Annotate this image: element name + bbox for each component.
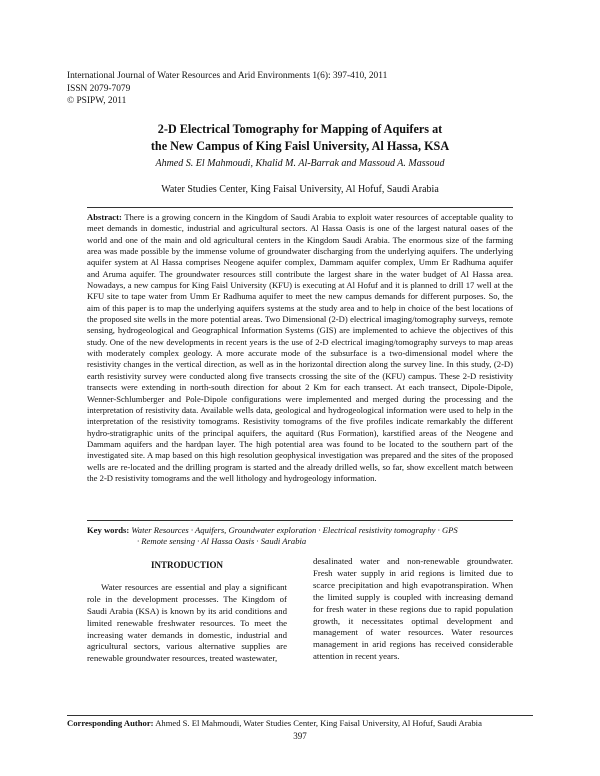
issn: ISSN 2079-7079	[67, 83, 131, 94]
abstract-text: There is a growing concern in the Kingdom of Saudi Arabia to exploit water resources of acceptable quality to meet demands in domestic, industrial and agricultural sectors. Al Hassa Oasis is one of the largest natural oases of the world and one of the main and old agricultural centers in the Kingdom Saudi Arabia. The enormous size of the farming area was made possible by the immense volume of groundwater discharging from the underlying aquifers. The underlying aquifer system at Al Hassa comprises Neogene aquifer complex, Dammam aquifer complex, Umm Er Radhuma aquifer and Aruma aquifer. The groundwater resources still contribute the largest share in the water budget of Al Hassa area. Nowadays, a new campus for King Faisl University (KFU) is executing at Al Hofuf and it is planned to drill 17 well at the KFU site to tape water from Umm Er Radhuma aquifer to meet the new campus demands for different purposes. So, the aim of this paper is to map the underlying aquifers systems at the study area and to help in choice of the best locations of the proposed site wells in the more potential areas. Two Dimensional (2-D) electrical imaging/tomography surveys, remote sensing, hydrogeological and Geographical Information Systems (GIS) are implemented to achieve the objectives of this study. One of the new developments in recent years is the use of 2-D electrical imaging/tomography surveys to map areas with moderately complex geology. A more accurate mode of the subsurface is a two-dimensional model where the resistivity changes in the vertical direction, as well as in the horizontal direction along the survey line. In this study, (2-D) earth resistivity survey were conducted along five transects crossing the site of the (KFU) campus. These 2-D resistivity transects were extending in north-south direction for about 2 Km for each transect. At each transect, Dipole-Dipole, Wenner-Schlumberger and Pole-Dipole configurations were implemented and merged during the processing and the interpretation of resistivity data. Available wells data, geological and hydrogeological information were used to help in the interpretation of the resistivity tomograms. Resistivity tomograms of the five profiles indicate remarkably the different hydro-stratigraphic units of the principal aquifers, the aquitard (Rus Formation), karstified areas of the Neogene and Dammam aquifers and the hardpan layer. The high potential area was found to be located to the southern part of the investigated site. A map based on this high resolution geophysical investigation was prepared and the sites of the proposed wells are re-located and the drilling program is started and the already drilled wells, so far, show excellent match between the 2-D resistivity tomograms and the well lithology and hydrogeology information.	[87, 212, 514, 483]
keywords-label: Key words:	[87, 525, 130, 535]
intro-right-column	[313, 556, 513, 663]
authors: Ahmed S. El Mahmoudi, Khalid M. Al-Barrak and Massoud A. Massoud	[155, 158, 445, 169]
copyright: © PSIPW, 2011	[67, 96, 127, 106]
page-number: 397	[293, 731, 307, 741]
abstract-label: Abstract:	[87, 212, 122, 222]
keywords	[87, 525, 513, 548]
title-line-2: the New Campus of King Faisl University, Al Hassa, KSA	[150, 139, 450, 153]
footer-rule	[67, 715, 533, 716]
journal-header	[67, 70, 387, 108]
section-heading-introduction: INTRODUCTION	[150, 560, 223, 570]
keywords-line-2: · Remote sensing · Al Hassa Oasis · Saudi Arabia	[137, 536, 307, 547]
corr-label: Corresponding Author:	[67, 718, 154, 728]
title-line-1: 2-D Electrical Tomography for Mapping of Aquifers at	[157, 122, 443, 136]
keywords-line-1: Water Resources · Aquifers, Groundwater exploration · Electrical resistivity tomography · GPS	[131, 525, 458, 535]
intro-paragraph-left: Water resources are essential and play a significant role in the development processes. The Kingdom of Saudi Arabia (KSA) is known by its arid conditions and limited renewable freshwater resources. To meet the increasing water demands in domestic, industrial and agricultural sectors, various alternative supplies are renewable groundwater resources, treated wastewater,	[87, 581, 287, 664]
affiliation: Water Studies Center, King Faisal University, Al Hofuf, Saudi Arabia	[161, 184, 439, 195]
abstract-top-rule	[87, 207, 513, 208]
abstract-bottom-rule	[87, 520, 513, 521]
corr-text: Ahmed S. El Mahmoudi, Water Studies Center, King Faisal University, Al Hofuf, Saudi Arabia	[155, 718, 482, 728]
intro-paragraph-right: desalinated water and non-renewable groundwater. Fresh water supply in arid regions is limited due to scarce precipitation and high evapotranspiration. When the limited supply is coupled with increasing demand for fresh water in these regions due to rapid population growth, it necessitates optimal development and management of water resources. Water resources management in arid regions has received considerable attention in recent years.	[313, 556, 513, 662]
paper-title	[0, 121, 600, 155]
abstract	[87, 212, 513, 484]
corresponding-author	[67, 718, 482, 728]
intro-left-column	[87, 560, 287, 665]
journal-citation: International Journal of Water Resources and Arid Environments 1(6): 397-410, 2011	[67, 71, 388, 81]
